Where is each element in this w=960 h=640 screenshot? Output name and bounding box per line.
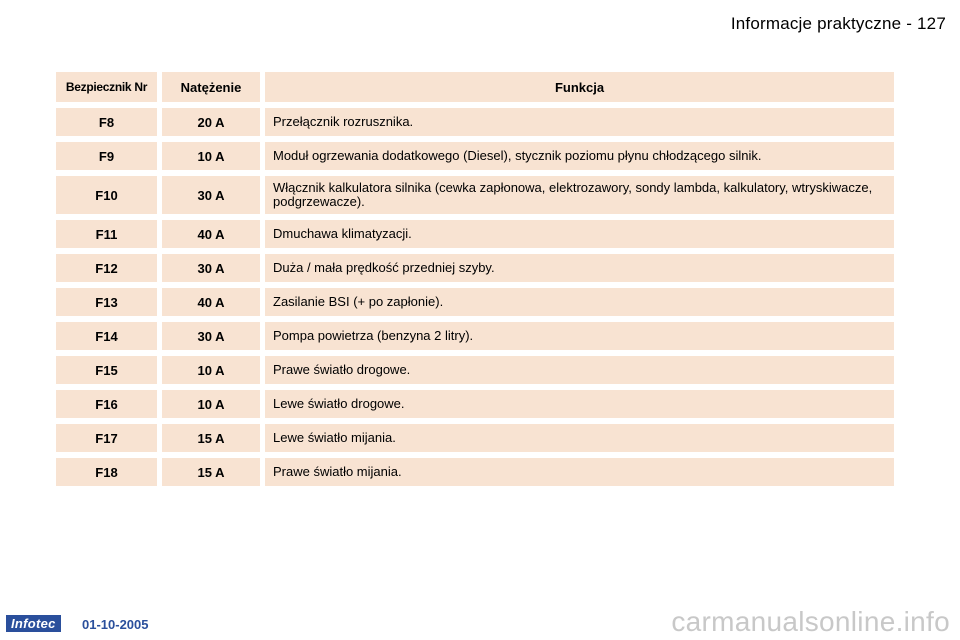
fuse-number-cell: F15 <box>56 356 157 384</box>
amperage-cell: 30 A <box>162 254 260 282</box>
column-header-fuse-number: Bezpiecznik Nr <box>56 72 157 102</box>
function-cell: Włącznik kalkulatora silnika (cewka zapłonowa, elektrozawory, sondy lambda, kalkulatory, wtryskiwacze, podgrzewacze). <box>265 176 894 214</box>
function-cell: Dmuchawa klimatyzacji. <box>265 220 894 248</box>
watermark: carmanualsonline.info <box>671 606 950 637</box>
fuse-number-cell: F14 <box>56 322 157 350</box>
table-row <box>56 458 894 486</box>
table-row <box>56 288 894 316</box>
infotec-logo: Infotec <box>6 615 61 632</box>
fuse-number-cell: F12 <box>56 254 157 282</box>
column-header-function: Funkcja <box>265 72 894 102</box>
column-header-amperage: Natężenie <box>162 72 260 102</box>
table-row <box>56 142 894 170</box>
fuse-number-cell: F18 <box>56 458 157 486</box>
fuse-table <box>51 66 899 492</box>
fuse-number-cell: F9 <box>56 142 157 170</box>
function-cell: Zasilanie BSI (+ po zapłonie). <box>265 288 894 316</box>
amperage-cell: 10 A <box>162 390 260 418</box>
amperage-cell: 15 A <box>162 424 260 452</box>
amperage-cell: 40 A <box>162 220 260 248</box>
function-cell: Moduł ogrzewania dodatkowego (Diesel), stycznik poziomu płynu chłodzącego silnik. <box>265 142 894 170</box>
fuse-number-cell: F17 <box>56 424 157 452</box>
fuse-number-cell: F13 <box>56 288 157 316</box>
table-row <box>56 322 894 350</box>
fuse-number-cell: F10 <box>56 176 157 214</box>
function-cell: Duża / mała prędkość przedniej szyby. <box>265 254 894 282</box>
fuse-number-cell: F11 <box>56 220 157 248</box>
amperage-cell: 30 A <box>162 176 260 214</box>
footer-date: 01-10-2005 <box>82 617 149 632</box>
amperage-cell: 15 A <box>162 458 260 486</box>
amperage-cell: 30 A <box>162 322 260 350</box>
table-row <box>56 220 894 248</box>
amperage-cell: 40 A <box>162 288 260 316</box>
function-cell: Przełącznik rozrusznika. <box>265 108 894 136</box>
fuse-number-cell: F8 <box>56 108 157 136</box>
function-cell: Pompa powietrza (benzyna 2 litry). <box>265 322 894 350</box>
table-row <box>56 424 894 452</box>
table-row <box>56 176 894 214</box>
function-cell: Prawe światło drogowe. <box>265 356 894 384</box>
amperage-cell: 10 A <box>162 356 260 384</box>
table-row <box>56 356 894 384</box>
page-header: Informacje praktyczne - 127 <box>730 14 946 33</box>
table-row <box>56 108 894 136</box>
function-cell: Lewe światło drogowe. <box>265 390 894 418</box>
table-header-row <box>56 72 894 102</box>
function-cell: Lewe światło mijania. <box>265 424 894 452</box>
fuse-number-cell: F16 <box>56 390 157 418</box>
table-row <box>56 254 894 282</box>
amperage-cell: 10 A <box>162 142 260 170</box>
amperage-cell: 20 A <box>162 108 260 136</box>
table-row <box>56 390 894 418</box>
function-cell: Prawe światło mijania. <box>265 458 894 486</box>
